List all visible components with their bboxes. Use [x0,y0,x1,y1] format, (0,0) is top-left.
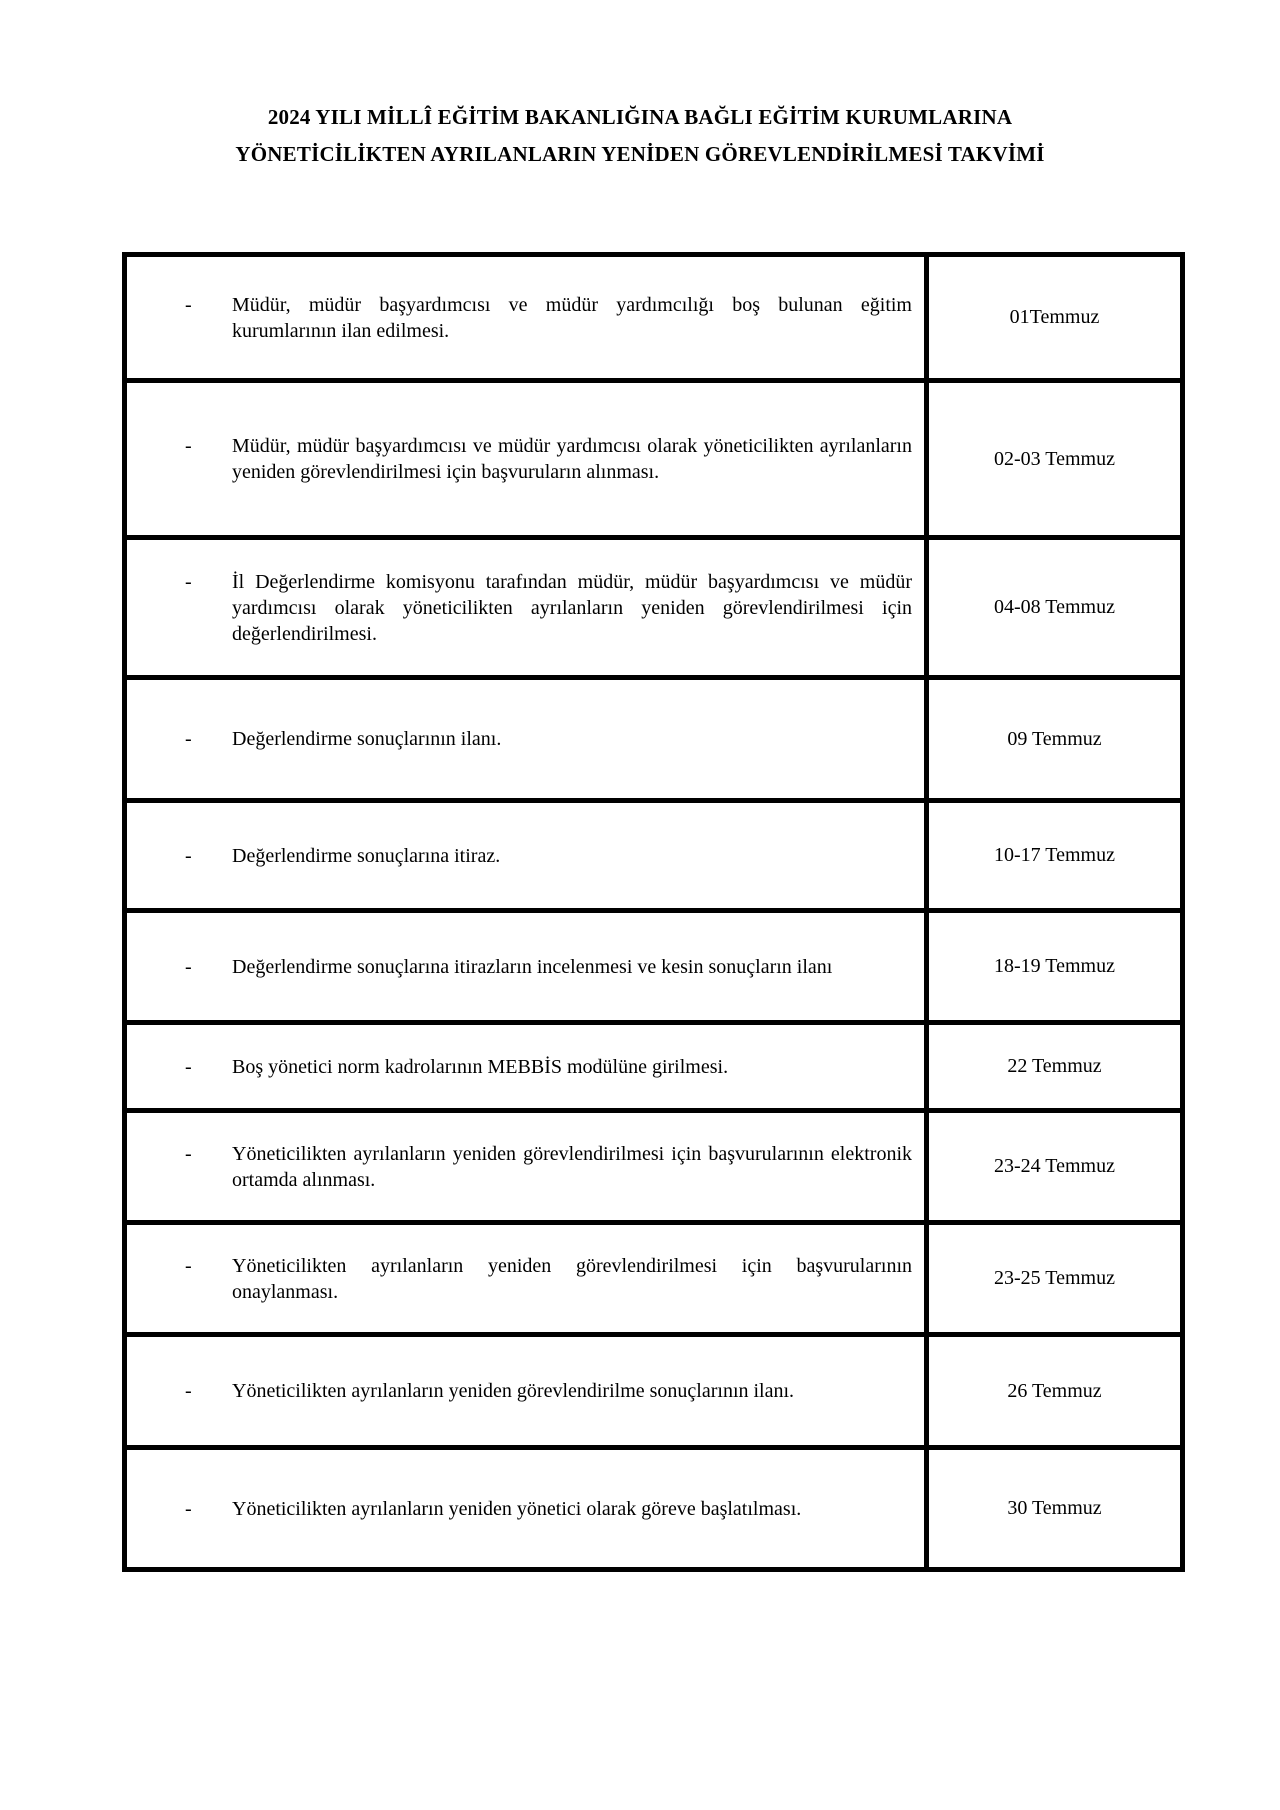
table-row [127,908,1180,1020]
table-row [127,1220,1180,1332]
bullet-dash: - [185,955,192,978]
activity-inner [185,1378,924,1404]
date-cell: 18-19 Temmuz [924,913,1180,1020]
activity-cell [127,1337,924,1445]
schedule-table [122,252,1185,1572]
document-title-line1: 2024 YILI MİLLÎ EĞİTİM BAKANLIĞINA BAĞLI EĞİTİM KURUMLARINA [267,105,1013,129]
activity-cell [127,383,924,535]
bullet-dash: - [185,1055,192,1078]
activity-cell [127,1450,924,1567]
document-title [0,99,1280,173]
bullet-dash: - [185,728,192,750]
date-cell: 26 Temmuz [924,1337,1180,1445]
date-cell: 10-17 Temmuz [924,803,1180,908]
date-cell: 01Temmuz [924,257,1180,378]
activity-text: Müdür, müdür başyardımcısı ve müdür yardımcılığı boş bulunan eğitim kurumlarının ilan edilmesi. [232,293,912,342]
activity-inner [185,1253,924,1305]
bullet-dash: - [185,1142,192,1165]
activity-text: Değerlendirme sonuçlarına itiraz. [232,844,501,867]
activity-text: İl Değerlendirme komisyonu tarafından müdür, müdür başyardımcısı ve müdür yardımcısı olarak yöneticilikten ayrılanların yeniden görevlendirilmesi için değerlendirilmesi. [232,570,912,645]
table-row [127,1445,1180,1567]
bullet-dash: - [185,1380,192,1402]
activity-cell [127,803,924,908]
date-cell: 04-08 Temmuz [924,540,1180,675]
activity-text: Boş yönetici norm kadrolarının MEBBİS modülüne girilmesi. [232,1055,729,1078]
activity-text: Yöneticilikten ayrılanların yeniden görevlendirilmesi için başvurularının elektronik ortamda alınması. [232,1142,912,1191]
date-cell: 22 Temmuz [924,1025,1180,1108]
activity-cell [127,257,924,378]
activity-inner [185,726,924,752]
activity-inner [185,433,924,485]
activity-cell [127,1225,924,1332]
bullet-dash: - [185,293,192,316]
bullet-dash: - [185,1254,192,1277]
activity-cell [127,1113,924,1220]
bullet-dash: - [185,435,192,457]
date-cell: 23-24 Temmuz [924,1113,1180,1220]
table-row [127,535,1180,675]
activity-cell [127,540,924,675]
date-cell: 30 Temmuz [924,1450,1180,1567]
date-cell: 02-03 Temmuz [924,383,1180,535]
table-row [127,1020,1180,1108]
activity-text: Yöneticilikten ayrılanların yeniden yönetici olarak göreve başlatılması. [232,1497,802,1520]
table-row [127,798,1180,908]
activity-text: Değerlendirme sonuçlarına itirazların incelenmesi ve kesin sonuçların ilanı [232,955,833,978]
date-cell: 09 Temmuz [924,680,1180,798]
table-row [127,1108,1180,1220]
date-cell: 23-25 Temmuz [924,1225,1180,1332]
activity-text: Yöneticilikten ayrılanların yeniden görevlendirilme sonuçlarının ilanı. [232,1380,795,1402]
bullet-dash: - [185,570,192,593]
document-title-line2: YÖNETİCİLİKTEN AYRILANLARIN YENİDEN GÖREVLENDİRİLMESİ TAKVİMİ [235,142,1045,166]
activity-text: Yöneticilikten ayrılanların yeniden görevlendirilmesi için başvurularının onaylanması. [232,1254,912,1303]
activity-inner [185,1141,924,1193]
activity-inner [185,569,924,647]
table-row [127,378,1180,535]
table-row [127,1332,1180,1445]
activity-inner [185,1496,924,1522]
activity-cell [127,680,924,798]
activity-text: Değerlendirme sonuçlarının ilanı. [232,728,502,750]
table-row [127,257,1180,378]
activity-cell [127,1025,924,1108]
activity-text: Müdür, müdür başyardımcısı ve müdür yardımcısı olarak yöneticilikten ayrılanların yeniden görevlendirilmesi için başvuruların alınması. [232,435,912,483]
table-row [127,675,1180,798]
activity-inner [185,843,924,869]
activity-cell [127,913,924,1020]
activity-inner [185,292,924,344]
activity-inner [185,1054,924,1080]
bullet-dash: - [185,844,192,867]
bullet-dash: - [185,1497,192,1520]
activity-inner [185,954,924,980]
